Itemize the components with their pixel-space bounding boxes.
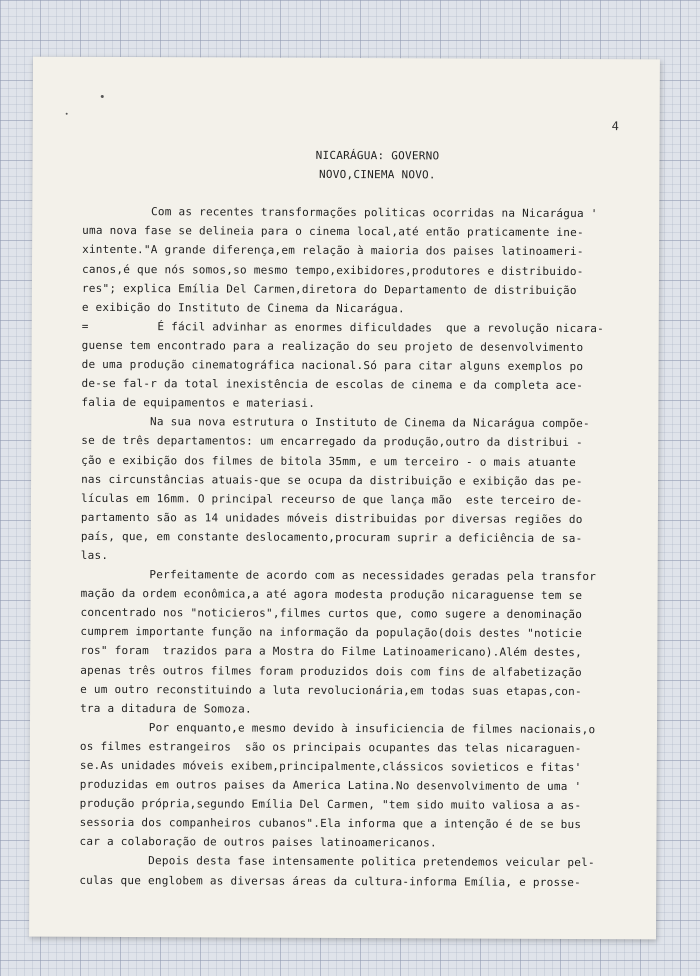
text-line: tra a ditadura de Somoza. <box>80 701 252 716</box>
text-line: e um outro reconstituindo a luta revolucionária,em todas suas etapas,con- <box>80 682 582 698</box>
text-line: sessoria dos companheiros cubanos".Ela informa que a intenção é de se bus <box>79 816 582 832</box>
text-line: nas circunstâncias atuais-que se ocupa da distribuição e exibição das pe- <box>81 472 583 488</box>
text-line: se.As unidades móveis exibem,principalmente,clássicos sovieticos e fitas' <box>79 758 582 775</box>
text-line: Por enquanto,e mesmo devido à insuficiencia de filmes nacionais,o <box>79 720 596 736</box>
text-line: cumprem importante função na informação da população(dois destes "noticie <box>80 625 583 641</box>
text-line: guense tem encontrado para a realização do seu projeto de desenvolvimento <box>81 338 584 354</box>
document-subtitle: NOVO,CINEMA NOVO. <box>318 167 436 182</box>
text-line: de uma produção cinematográfica nacional.Só para citar alguns exemplos po <box>81 357 584 374</box>
text-line: falia de equipamentos e materiasi. <box>81 396 316 411</box>
text-line: de-se fal-r da total inexistência de escolas de cinema e da completa ace- <box>81 376 584 393</box>
text-line: produção própria,segundo Emília Del Carmen, "tem sido muito valiosa a as- <box>79 797 582 813</box>
text-line: culas que englobem as diversas áreas da cultura-informa Emília, e prosse- <box>79 873 582 889</box>
text-line: ção e exibição dos filmes de bitola 35mm, e um terceiro - o mais atuante <box>81 453 577 469</box>
text-line: uma nova fase se delineia para o cinema local,até então praticamente ine- <box>82 224 584 240</box>
text-line: Com as recentes transformações politicas ocorridas na Nicarágua ' <box>82 205 598 221</box>
typewritten-page <box>29 57 660 940</box>
text-line: xintente."A grande diferença,em relação à maioria dos paises latinoameri- <box>82 243 584 259</box>
page-number: 4 <box>611 119 619 134</box>
text-line: mação da ordem econômica,a até agora modesta produção nicaraguense tem se <box>80 587 583 603</box>
document-title: NICARÁGUA: GOVERNO <box>315 148 440 163</box>
text-line: Perfeitamente de acordo com as necessidades geradas pela transfor <box>80 567 597 584</box>
text-line: e exibição do Instituto de Cinema da Nicarágua. <box>81 300 405 316</box>
text-line: lículas em 16mm. O principal receurso de que lança mão este terceiro de- <box>80 491 583 507</box>
text-line: canos,é que nós somos,so mesmo tempo,exibidores,produtores e distribuido- <box>81 262 584 278</box>
text-line: = É fácil advinhar as enormes dificuldades que a revolução nicara- <box>81 319 605 335</box>
blank-line <box>82 183 642 205</box>
text-line: Na sua nova estrutura o Instituto de Cinema da Nicarágua compõe- <box>81 415 590 431</box>
document-body <box>79 145 642 892</box>
text-line: produzidas em outros paises da America Latina.No desenvolvimento de uma ' <box>79 777 582 794</box>
text-line: se de três departamentos: um encarregado da produção,outro da distribui - <box>81 434 583 450</box>
paper-speck <box>101 95 104 98</box>
text-line: apenas três outros filmes foram produzidos dois com fins de alfabetização <box>80 663 582 679</box>
text-line: partamento são as 14 unidades móveis distribuidas por diversas regiões do <box>80 510 583 526</box>
text-line: car a colaboração de outros paises latinoamericanos. <box>79 835 437 850</box>
text-line: país, que, em constante deslocamento,procuram suprir a deficiência de sa- <box>80 529 583 545</box>
text-line: os filmes estrangeiros são os principais ocupantes das telas nicaraguen- <box>79 739 582 755</box>
text-line: res"; explica Emília Del Carmen,diretora do Departamento de distribuição <box>81 281 577 297</box>
text-line: las. <box>80 548 109 562</box>
paper-speck <box>66 113 68 115</box>
text-line: concentrado nos "noticieros",filmes curtos que, como sugere a denominação <box>80 606 583 622</box>
text-line: ros" foram trazidos para a Mostra do Filme Latinoamericano).Além destes, <box>80 644 583 660</box>
text-line: Depois desta fase intensamente politica pretendemos veicular pel- <box>79 854 595 870</box>
